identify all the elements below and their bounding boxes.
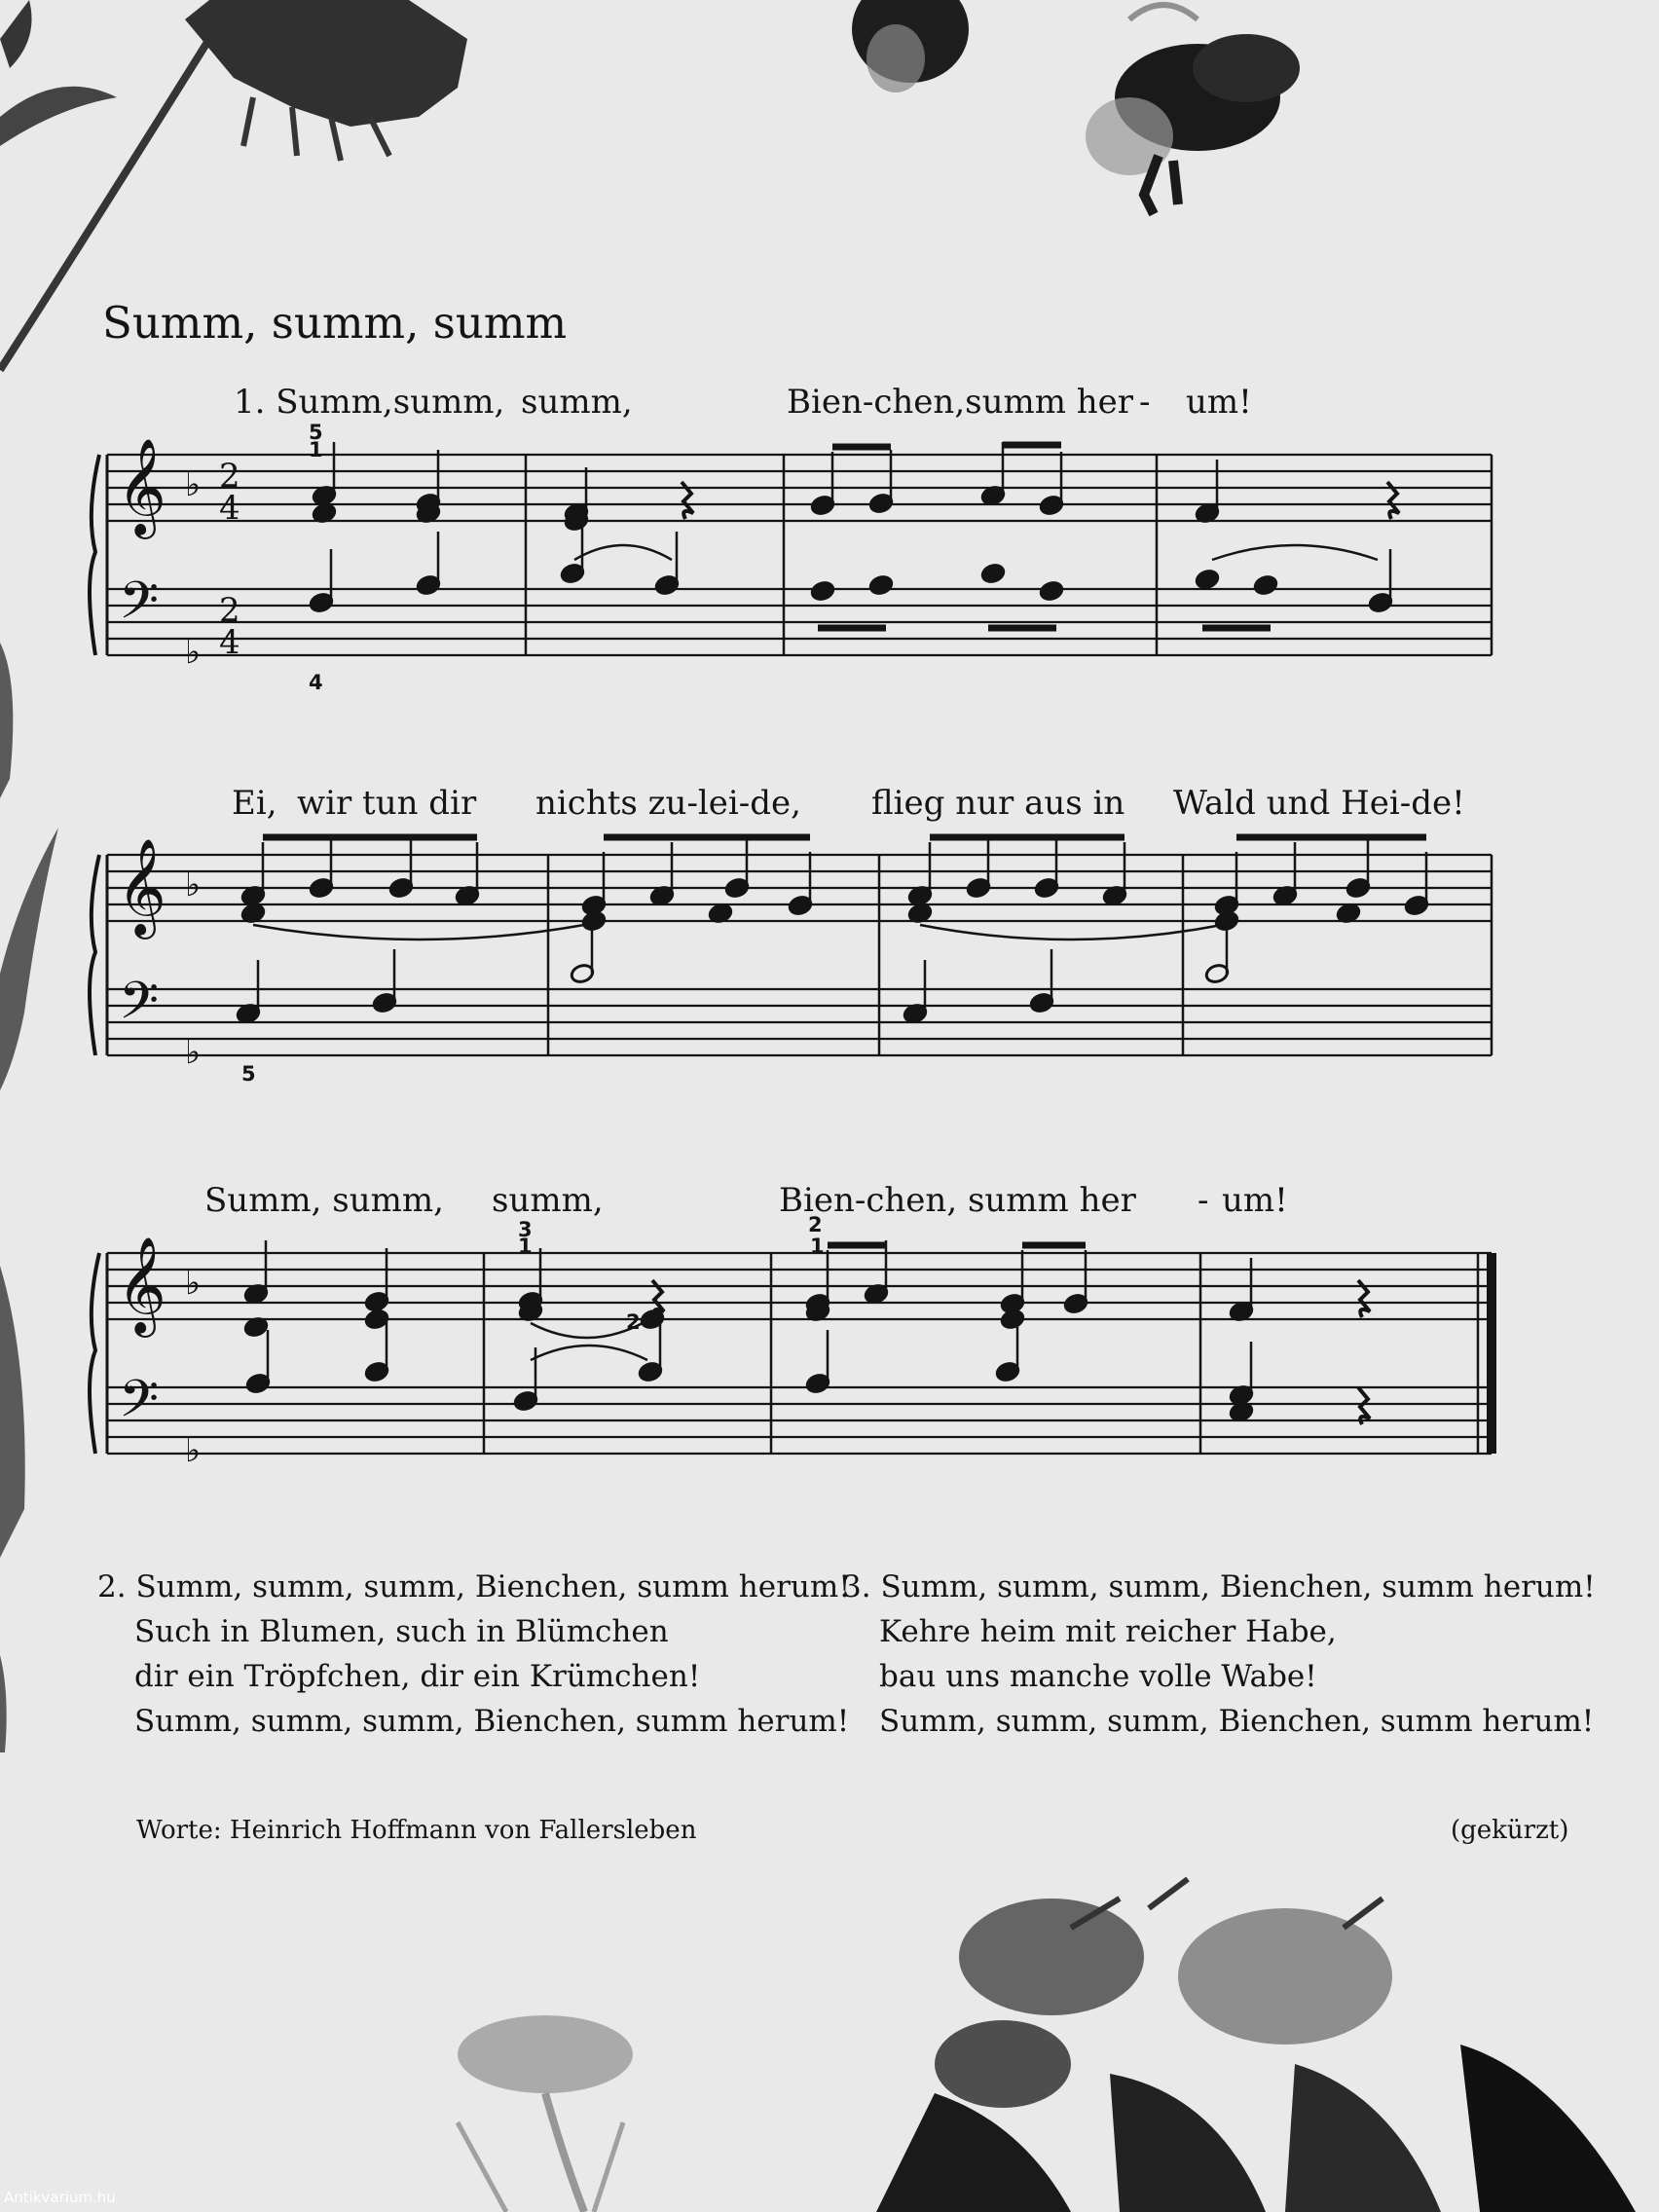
- verse-line: Kehre heim mit reicher Habe,: [879, 1614, 1337, 1649]
- fingering-number: 1: [309, 438, 323, 461]
- lyric-syllable: wir tun dir: [297, 784, 477, 823]
- brace: [90, 455, 99, 655]
- verse-number: 2.: [97, 1569, 127, 1604]
- lyric-syllable: summ,: [521, 383, 633, 422]
- key-signature-flat: ♭: [185, 1033, 202, 1072]
- verse-line: Summ, summ, summ, Bienchen, summ herum!: [879, 1704, 1595, 1739]
- fingering-number: 1: [810, 1235, 825, 1258]
- lyric-syllable: flieg nur aus in: [871, 784, 1125, 823]
- fingering-number: 4: [309, 671, 323, 694]
- verse-3: [842, 1565, 1596, 1744]
- note-head: [810, 580, 835, 603]
- note-head: [581, 910, 607, 933]
- slur: [531, 1346, 647, 1360]
- brace: [90, 1253, 99, 1454]
- bass-clef: 𝄢: [119, 972, 160, 1044]
- time-signature: 2: [219, 591, 240, 630]
- slur: [1212, 545, 1378, 560]
- verse-line: Such in Blumen, such in Blümchen: [134, 1614, 669, 1649]
- key-signature-flat: ♭: [185, 1264, 202, 1303]
- lyric-syllable: summ,: [492, 1181, 604, 1220]
- fingering-number: 2: [808, 1213, 823, 1236]
- verse-line: Summ, summ, summ, Bienchen, summ herum!: [135, 1569, 851, 1604]
- lyric-syllable: Summ, summ,: [204, 1181, 444, 1220]
- watermark: Antikvarium.hu: [4, 2189, 116, 2206]
- note-head: [868, 574, 894, 597]
- lyric-syllable: Ei,: [232, 784, 277, 823]
- note-head: [980, 563, 1006, 585]
- slur: [253, 925, 584, 940]
- time-signature: 4: [219, 489, 240, 528]
- brace: [90, 855, 99, 1055]
- lyricist-credit: Worte: Heinrich Hoffmann von Fallersleben: [136, 1816, 697, 1845]
- time-signature: 2: [219, 457, 240, 496]
- fingering-number: 5: [309, 421, 323, 444]
- verse-line: Summ, summ, summ, Bienchen, summ herum!: [880, 1569, 1596, 1604]
- treble-clef: 𝄞: [117, 438, 166, 535]
- song-title: Summ, summ, summ: [102, 297, 568, 349]
- note-head: [1195, 569, 1220, 591]
- fingering-number: 2: [626, 1310, 641, 1334]
- key-signature-flat: ♭: [185, 465, 202, 504]
- lyric-syllable: Bien-chen,summ her: [787, 383, 1134, 422]
- time-signature: 4: [219, 623, 240, 662]
- lyric-syllable: um!: [1222, 1181, 1288, 1220]
- bass-clef: 𝄢: [119, 1370, 160, 1442]
- quarter-rest: [1358, 1387, 1370, 1424]
- verse-line: bau uns manche volle Wabe!: [879, 1659, 1317, 1694]
- verse-2: [97, 1565, 851, 1744]
- fingering-number: 3: [518, 1218, 533, 1241]
- treble-clef: 𝄞: [117, 1236, 166, 1334]
- note-head: [1039, 580, 1064, 603]
- lyric-syllable: -: [1139, 383, 1151, 422]
- lyric-syllable: Wald und Hei-de!: [1173, 784, 1465, 823]
- lyric-syllable: -: [1198, 1181, 1209, 1220]
- key-signature-flat: ♭: [185, 866, 202, 904]
- treble-clef: 𝄞: [117, 838, 166, 936]
- key-signature-flat: ♭: [185, 633, 202, 672]
- lyric-syllable: 1. Summ,summ,: [234, 383, 505, 422]
- lyric-syllable: Bien-chen, summ her: [779, 1181, 1136, 1220]
- lyric-syllable: nichts zu-lei-de,: [535, 784, 801, 823]
- abridged-note: (gekürzt): [1451, 1816, 1569, 1845]
- lyric-syllable: um!: [1186, 383, 1252, 422]
- note-head: [1000, 1309, 1025, 1331]
- verse-number: 3.: [842, 1569, 871, 1604]
- fingering-number: 5: [241, 1062, 256, 1086]
- bass-clef: 𝄢: [119, 571, 160, 644]
- verse-line: dir ein Tröpfchen, dir ein Krümchen!: [134, 1659, 701, 1694]
- note-head: [1253, 574, 1278, 597]
- fingering-number: 1: [518, 1235, 533, 1258]
- key-signature-flat: ♭: [185, 1431, 202, 1470]
- slur: [920, 925, 1222, 940]
- verse-line: Summ, summ, summ, Bienchen, summ herum!: [134, 1704, 850, 1739]
- slur: [574, 545, 672, 560]
